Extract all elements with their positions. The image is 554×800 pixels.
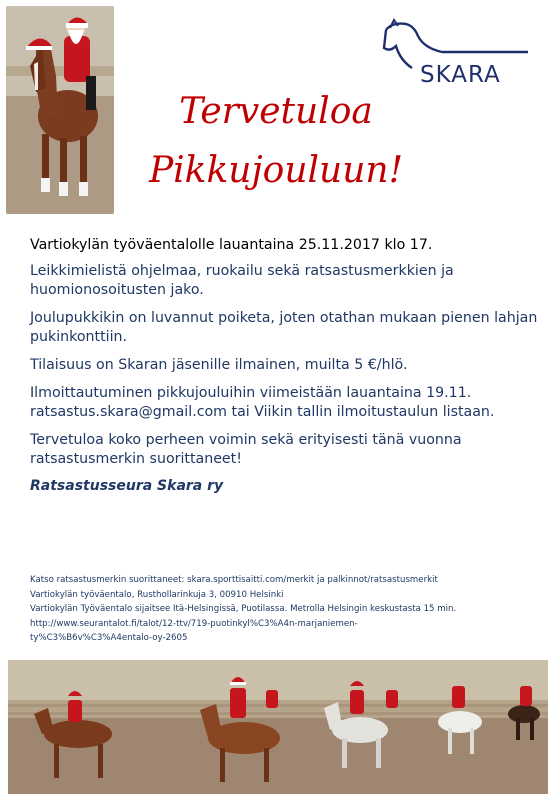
- program-paragraph: Leikkimielistä ohjelmaa, ruokailu sekä ratsastusmerkkien ja huomionosoitusten jako.: [30, 263, 454, 298]
- footer-info: [30, 573, 530, 646]
- price-paragraph: Tilaisuus on Skaran jäsenille ilmainen, muilta 5 €/hlö.: [30, 357, 408, 373]
- skara-logo: [382, 18, 532, 88]
- santa-paragraph: Joulupukkikin on luvannut poiketa, joten otathan mukaan pienen lahjan pukinkonttiin.: [30, 310, 538, 345]
- riders-in-santa-hats-arena-photo: [8, 660, 548, 794]
- footer-address: Vartiokylän työväentalo, Rusthollarinkuja 3, 00910 Helsinki: [30, 589, 284, 600]
- footer-url-line-2[interactable]: ty%C3%B6v%C3%A4entalo-oy-2605: [30, 633, 188, 644]
- invitation-body: [30, 236, 545, 494]
- santa-on-horse-photo: [6, 6, 114, 214]
- footer-location: Vartiokylän Työväentalo sijaitsee Itä-Helsingissä, Puotilassa. Metrolla Helsingin keskustasta 15 min.: [30, 604, 457, 615]
- registration-paragraph: Ilmoittautuminen pikkujouluihin viimeistään lauantaina 19.11. ratsastus.skara@gmail.com tai Viikin tallin ilmoitustaulun listaan.: [30, 385, 495, 420]
- welcome-paragraph: Tervetuloa koko perheen voimin sekä erityisesti tänä vuonna ratsastusmerkin suorittaneet!: [30, 432, 462, 467]
- footer-url-line-1[interactable]: http://www.seurantalot.fi/talot/12-ttv/719-puotinkyl%C3%A4n-marjaniemen-: [30, 618, 358, 629]
- title-line-2: Pikkujouluun!: [148, 150, 404, 191]
- event-date-paragraph: Vartiokylän työväentalolle lauantaina 25.11.2017 klo 17.: [30, 237, 433, 253]
- title-line-1: Tervetuloa: [179, 91, 373, 132]
- club-signature: Ratsastusseura Skara ry: [30, 478, 224, 494]
- footer-results-link[interactable]: Katso ratsastusmerkin suorittaneet: skara.sporttisaitti.com/merkit ja palkinnot/ratsastusmerkit: [30, 575, 438, 585]
- logo-brand-text: SKARA: [420, 62, 501, 88]
